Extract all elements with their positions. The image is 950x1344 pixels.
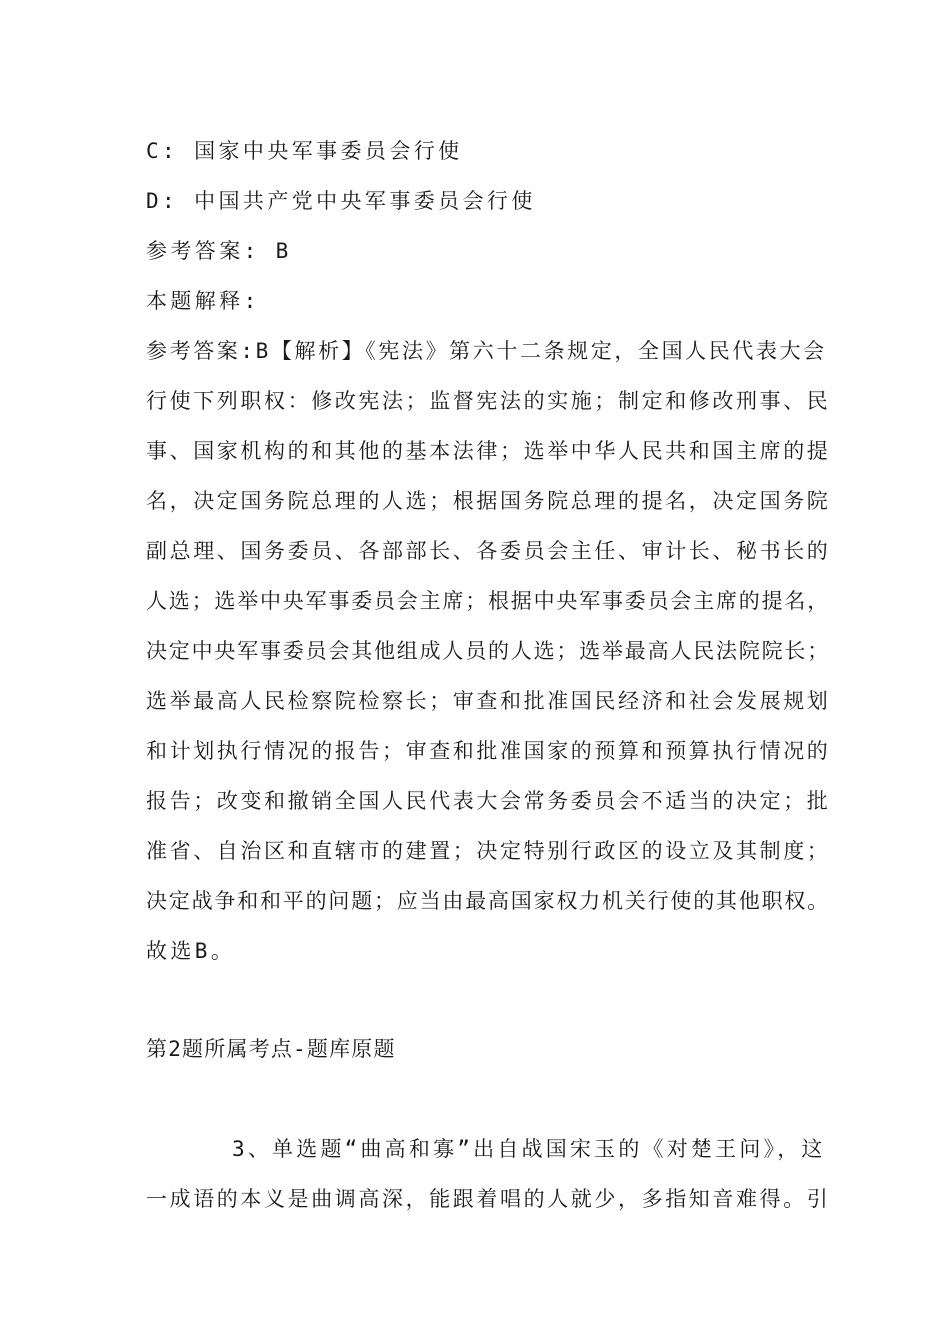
explanation-line: 选举最高人民检察院检察长；审查和批准国民经济和社会发展规划: [146, 689, 831, 713]
explanation-line: 参考答案:B【解析】《宪法》第六十二条规定，全国人民代表大会: [146, 339, 827, 363]
explanation-line: 决定中央军事委员会其他组成人员的人选；选举最高人民法院院长；: [146, 639, 830, 663]
question-line: 一成语的本义是曲调高深，能跟着唱的人就少，多指知音难得。引: [146, 1187, 831, 1211]
explanation-line: 名，决定国务院总理的人选；根据国务院总理的提名，决定国务院: [146, 489, 831, 513]
explanation-line: 事、国家机构的和其他的基本法律；选举中华人民共和国主席的提: [146, 439, 831, 463]
explanation-line: 行使下列职权：修改宪法；监督宪法的实施；制定和修改刑事、民: [146, 389, 831, 413]
section-label: 第2题所属考点-题库原题: [146, 1037, 396, 1061]
explanation-line: 故选B。: [146, 939, 236, 963]
explanation-line: 报告；改变和撤销全国人民代表大会常务委员会不适当的决定；批: [146, 789, 831, 813]
option-c: C: 国家中央军事委员会行使: [146, 139, 463, 163]
explanation-line: 人选；选举中央军事委员会主席；根据中央军事委员会主席的提名，: [146, 589, 830, 613]
reference-answer: 参考答案: B: [146, 239, 292, 263]
explanation-line: 和计划执行情况的报告；审查和批准国家的预算和预算执行情况的: [146, 739, 831, 763]
explanation-line: 准省、自治区和直辖市的建置；决定特别行政区的设立及其制度；: [146, 839, 831, 863]
explanation-title: 本题解释:: [146, 289, 260, 313]
explanation-line: 副总理、国务委员、各部部长、各委员会主任、审计长、秘书长的: [146, 539, 831, 563]
question-line: 3、单选题“曲高和寡”出自战国宋玉的《对楚王问》，这: [232, 1137, 826, 1161]
option-d: D: 中国共产党中央军事委员会行使: [146, 189, 536, 213]
explanation-line: 决定战争和和平的问题；应当由最高国家权力机关行使的其他职权。: [146, 889, 830, 913]
